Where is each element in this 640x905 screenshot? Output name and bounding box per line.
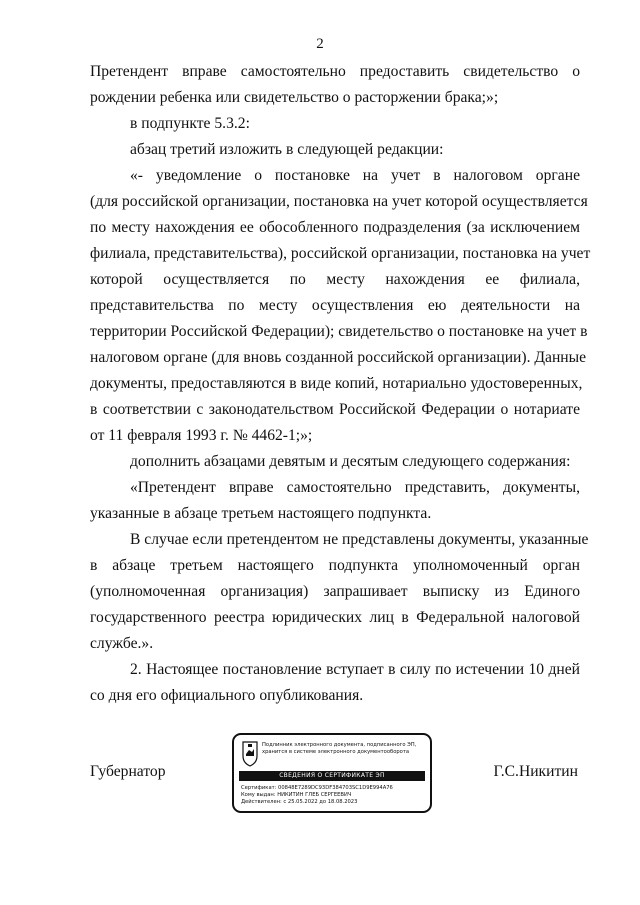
text-line: представительства по месту осуществления ею деятельности на [90,297,580,314]
text-line: в абзаце третьем настоящего подпункта уполномоченный орган [90,557,580,574]
text-line: дополнить абзацами девятым и десятым следующего содержания: [130,453,571,470]
text-line: документы, предоставляются в виде копий, нотариально удостоверенных, [90,375,583,392]
text-line: службе.». [90,635,154,652]
stamp-certificate: Сертификат: 00848E7289DC93DF384703SC1D9E994A76 [241,785,393,791]
text-line: от 11 февраля 1993 г. № 4462-1;»; [90,427,313,444]
stamp-valid: Действителен: с 25.05.2022 до 18.08.2023 [241,799,358,805]
text-line: Претендент вправе самостоятельно предоставить свидетельство о [90,63,580,80]
text-line: филиала, представительства), российской организации, постановка на учет [90,245,591,262]
electronic-signature-stamp [232,733,432,813]
text-line: в подпункте 5.3.2: [130,115,250,132]
text-line: (для российской организации, постановка на учет которой осуществляется [90,193,588,210]
stamp-info [241,785,427,806]
text-line: которой осуществляется по месту нахождения ее филиала, [90,271,580,288]
text-line: по месту нахождения ее обособленного подразделения (за исключением [90,219,580,236]
text-line: «- уведомление о постановке на учет в налоговом органе [130,167,580,184]
text-line: абзац третий изложить в следующей редакции: [130,141,444,158]
stamp-header: Подлинник электронного документа, подписанного ЭП, хранится в системе электронного документооборота [262,742,417,755]
text-line: налоговом органе (для вновь созданной российской организации). Данные [90,349,587,366]
text-line: (уполномоченная организация) запрашивает выписку из Единого [90,583,580,600]
text-line: государственного реестра юридических лиц в Федеральной налоговой [90,609,580,626]
text-line: в соответствии с законодательством Российской Федерации о нотариате [90,401,580,418]
text-line: В случае если претендентом не представлены документы, указанные [130,531,589,548]
text-line: со дня его официального опубликования. [90,687,364,704]
text-line: указанные в абзаце третьем настоящего подпункта. [90,505,432,522]
text-line: территории Российской Федерации); свидетельство о постановке на учет в [90,323,588,340]
text-line: рождении ребенка или свидетельство о расторжении брака;»; [90,89,499,106]
stamp-issued-to: Кому выдан: НИКИТИН ГЛЕБ СЕРГЕЕВИЧ [241,792,352,798]
text-line: 2. Настоящее постановление вступает в силу по истечении 10 дней [130,661,580,678]
stamp-certificate-bar: СВЕДЕНИЯ О СЕРТИФИКАТЕ ЭП [239,771,425,781]
coat-of-arms-icon [242,741,258,767]
page-number: 2 [316,36,324,52]
signature-position-label: Губернатор [90,763,166,780]
signatory-name: Г.С.Никитин [493,763,578,780]
text-line: «Претендент вправе самостоятельно представить, документы, [130,479,580,496]
